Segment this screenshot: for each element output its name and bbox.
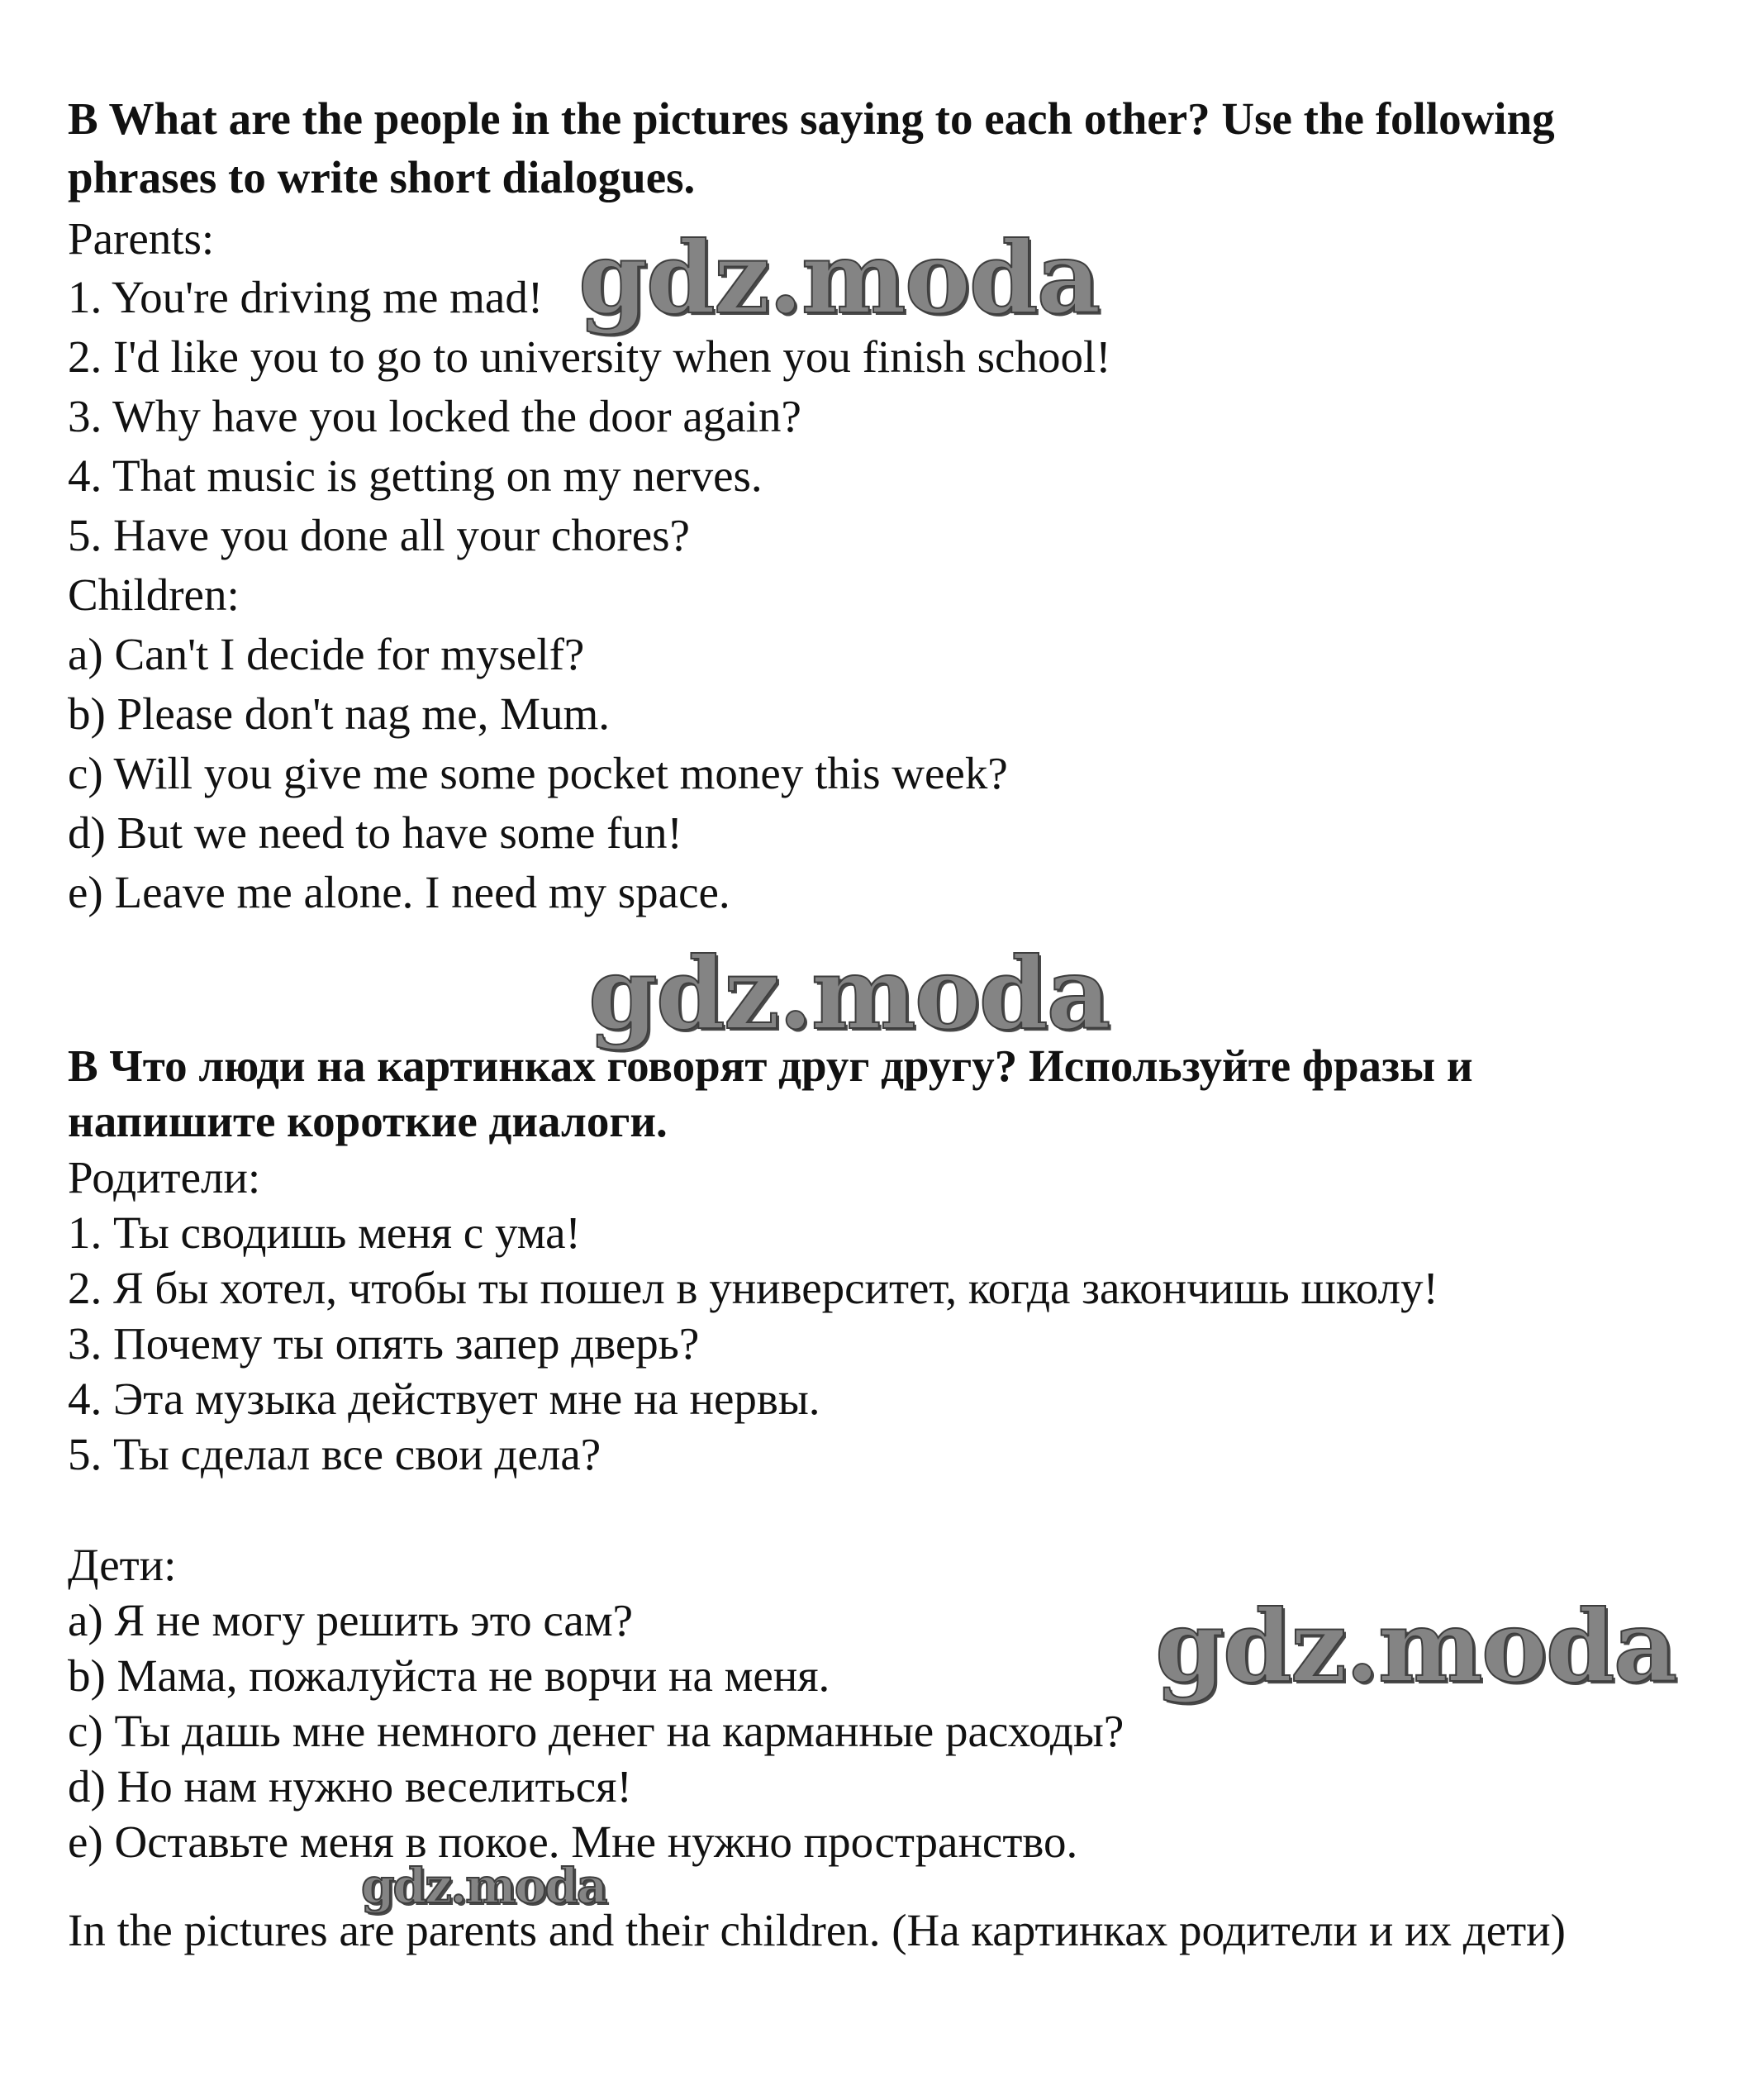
english-child-line-b: b) Please don't nag me, Mum. [68, 688, 611, 739]
watermark-logo-4: gdz.moda [361, 1858, 606, 1914]
watermark-logo-2: gdz.moda [588, 936, 1110, 1052]
russian-children-label: Дети: [68, 1540, 177, 1590]
english-child-line-e: e) Leave me alone. I need my space. [68, 867, 730, 917]
english-parent-line-3: 3. Why have you locked the door again? [68, 391, 801, 441]
russian-child-line-b: b) Мама, пожалуйста не ворчи на меня. [68, 1650, 830, 1701]
watermark-logo-1: gdz.moda [578, 220, 1100, 336]
russian-heading-line-2: напишите короткие диалоги. [68, 1096, 668, 1146]
english-heading-line-2: phrases to write short dialogues. [68, 152, 696, 202]
russian-child-line-d: d) Но нам нужно веселиться! [68, 1761, 632, 1812]
english-parent-line-5: 5. Have you done all your chores? [68, 510, 690, 560]
russian-parent-line-4: 4. Эта музыка действует мне на нервы. [68, 1374, 820, 1424]
english-parents-label: Parents: [68, 213, 215, 264]
english-parent-line-1: 1. You're driving me mad! [68, 272, 544, 322]
russian-child-line-e: e) Оставьте меня в покое. Мне нужно пространство. [68, 1816, 1078, 1867]
english-child-line-d: d) But we need to have some fun! [68, 807, 682, 858]
russian-parent-line-2: 2. Я бы хотел, чтобы ты пошел в университет, когда закончишь школу! [68, 1263, 1438, 1313]
russian-child-line-a: a) Я не могу решить это сам? [68, 1595, 634, 1645]
russian-heading-line-1: B Что люди на картинках говорят друг другу? Используйте фразы и [68, 1040, 1473, 1091]
english-children-label: Children: [68, 569, 240, 620]
english-child-line-c: c) Will you give me some pocket money this week? [68, 748, 1008, 798]
english-parent-line-2: 2. I'd like you to go to university when you finish school! [68, 331, 1111, 382]
english-parent-line-4: 4. That music is getting on my nerves. [68, 450, 763, 501]
conclusion-line: In the pictures are parents and their children. (На картинках родители и их дети) [68, 1905, 1566, 1955]
watermark-logo-3: gdz.moda [1155, 1588, 1676, 1705]
russian-parents-label: Родители: [68, 1152, 261, 1202]
english-heading-line-1: B What are the people in the pictures saying to each other? Use the following [68, 93, 1555, 144]
english-child-line-a: a) Can't I decide for myself? [68, 629, 585, 679]
russian-child-line-c: c) Ты дашь мне немного денег на карманные расходы? [68, 1706, 1124, 1756]
russian-parent-line-5: 5. Ты сделал все свои дела? [68, 1429, 601, 1479]
russian-parent-line-3: 3. Почему ты опять запер дверь? [68, 1318, 700, 1369]
russian-parent-line-1: 1. Ты сводишь меня с ума! [68, 1207, 581, 1258]
